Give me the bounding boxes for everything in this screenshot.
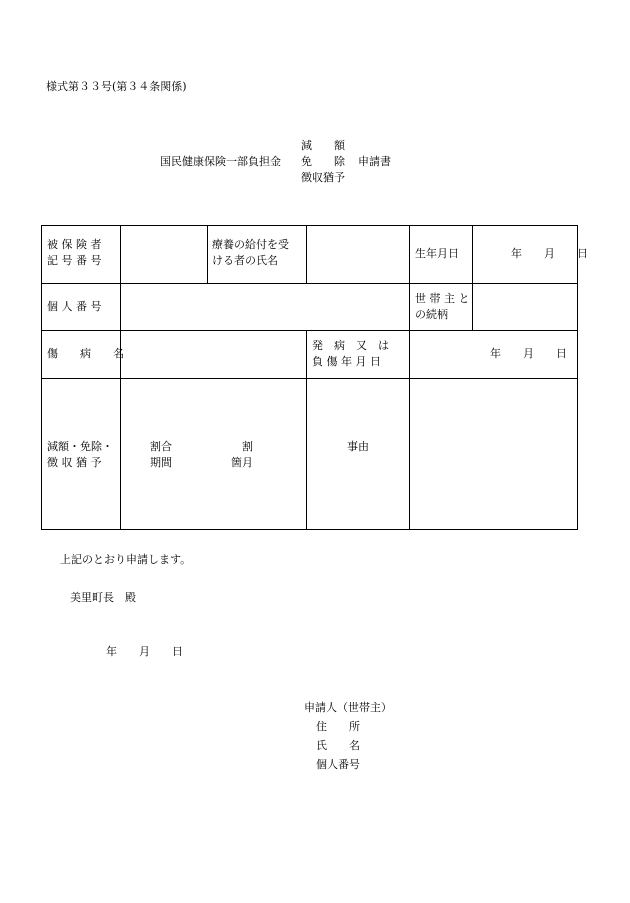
illness-label: 傷 病 名 bbox=[47, 347, 124, 360]
insured-label-line1: 被 保 険 者 bbox=[47, 238, 102, 251]
ratio-period-field[interactable] bbox=[121, 379, 306, 529]
title-option-exemption: 免 除 bbox=[301, 155, 345, 168]
birthdate-label: 生年月日 bbox=[415, 247, 459, 260]
household-relation-label-line2: の続柄 bbox=[415, 308, 448, 321]
individual-number-field[interactable] bbox=[121, 284, 409, 330]
insured-label-line2: 記 号 番 号 bbox=[47, 254, 102, 267]
application-date-field[interactable]: 年 月 日 bbox=[106, 645, 183, 658]
declaration-text: 上記のとおり申請します。 bbox=[60, 553, 192, 566]
ratio-label: 割合 bbox=[150, 440, 172, 453]
applicant-address-label: 住 所 bbox=[316, 720, 360, 733]
applicant-name-label: 氏 名 bbox=[316, 739, 360, 752]
applicant-number-label: 個人番号 bbox=[316, 758, 360, 771]
illness-field[interactable] bbox=[121, 331, 306, 378]
individual-number-label: 個 人 番 号 bbox=[47, 300, 102, 313]
title-option-reduction: 減 額 bbox=[301, 139, 345, 152]
onset-date-field[interactable]: 年 月 日 bbox=[490, 347, 567, 360]
recipient-label-line2: ける者の氏名 bbox=[212, 254, 278, 267]
household-relation-field[interactable] bbox=[473, 284, 578, 330]
addressee: 美里町長 殿 bbox=[70, 591, 136, 604]
household-relation-label-line1: 世 帯 主 と bbox=[415, 292, 470, 305]
reason-field[interactable] bbox=[410, 379, 578, 529]
period-label: 期間 bbox=[150, 456, 172, 469]
applicant-heading: 申請人（世帯主） bbox=[304, 701, 392, 714]
reduction-label-line2: 徴 収 猶 予 bbox=[47, 456, 102, 469]
ratio-unit: 割 bbox=[242, 440, 253, 453]
form-number: 様式第３３号(第３４条関係) bbox=[46, 80, 187, 93]
birthdate-field[interactable]: 年 月 日 bbox=[511, 247, 588, 260]
reduction-label-line1: 減額・免除・ bbox=[47, 440, 113, 453]
title-option-deferral: 徴収猶予 bbox=[301, 171, 345, 184]
col-divider bbox=[306, 330, 307, 530]
title-prefix: 国民健康保険一部負担金 bbox=[160, 155, 281, 168]
recipient-name-field[interactable] bbox=[307, 226, 409, 283]
reason-label: 事由 bbox=[347, 440, 369, 453]
title-suffix: 申請書 bbox=[358, 155, 391, 168]
col-divider bbox=[207, 225, 208, 283]
onset-label-line1: 発 病 又 は bbox=[312, 339, 389, 352]
insured-number-field[interactable] bbox=[121, 226, 207, 283]
recipient-label-line1: 療養の給付を受 bbox=[212, 238, 289, 251]
onset-label-line2: 負 傷 年 月 日 bbox=[312, 355, 381, 368]
period-unit: 箇月 bbox=[231, 456, 253, 469]
